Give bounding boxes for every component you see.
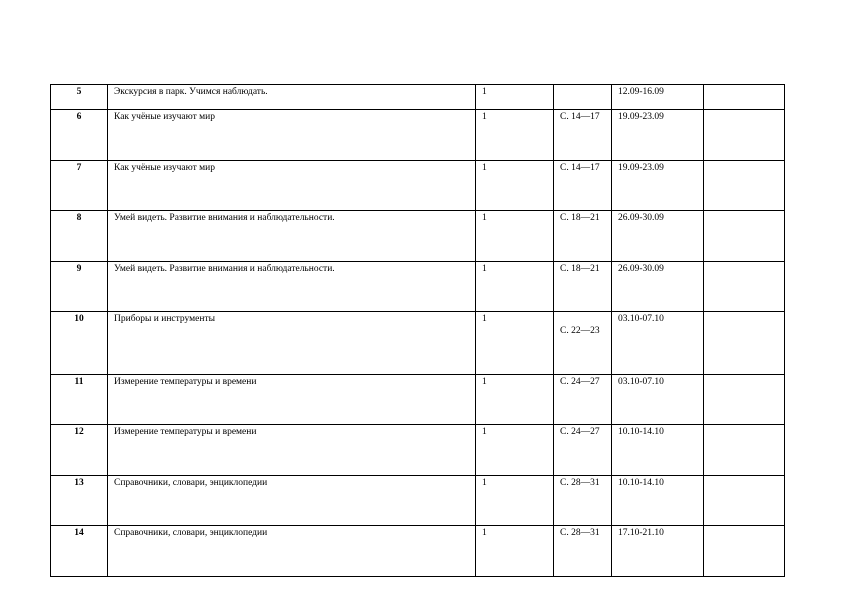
table-row — [51, 312, 785, 375]
lesson-note — [704, 85, 785, 110]
lesson-note — [704, 425, 785, 476]
lesson-topic: Как учёные изучают мир — [108, 110, 476, 161]
lesson-number: 10 — [51, 312, 108, 375]
lesson-plan-sheet — [50, 84, 784, 550]
lesson-hours: 1 — [476, 475, 554, 526]
table-row — [51, 526, 785, 577]
lesson-number: 11 — [51, 374, 108, 425]
lesson-note — [704, 312, 785, 375]
table-row — [51, 110, 785, 161]
lesson-hours: 1 — [476, 312, 554, 375]
lesson-topic: Умей видеть. Развитие внимания и наблюдательности. — [108, 261, 476, 312]
lesson-number: 9 — [51, 261, 108, 312]
lesson-hours: 1 — [476, 160, 554, 211]
lesson-topic: Приборы и инструменты — [108, 312, 476, 375]
table-row — [51, 211, 785, 262]
textbook-pages — [554, 85, 612, 110]
lesson-topic: Как учёные изучают мир — [108, 160, 476, 211]
table-row — [51, 425, 785, 476]
lesson-topic: Экскурсия в парк. Учимся наблюдать. — [108, 85, 476, 110]
table-row — [51, 374, 785, 425]
lesson-dates: 26.09-30.09 — [612, 211, 704, 262]
lesson-topic: Справочники, словари, энциклопедии — [108, 526, 476, 577]
lesson-number: 14 — [51, 526, 108, 577]
lesson-number: 12 — [51, 425, 108, 476]
lesson-dates: 10.10-14.10 — [612, 425, 704, 476]
lesson-dates: 17.10-21.10 — [612, 526, 704, 577]
textbook-pages: С. 28—31 — [554, 526, 612, 577]
lesson-hours: 1 — [476, 261, 554, 312]
lesson-number: 8 — [51, 211, 108, 262]
lesson-note — [704, 211, 785, 262]
lesson-dates: 19.09-23.09 — [612, 110, 704, 161]
lesson-note — [704, 526, 785, 577]
table-row — [51, 85, 785, 110]
lesson-hours: 1 — [476, 110, 554, 161]
lesson-note — [704, 475, 785, 526]
lesson-hours: 1 — [476, 526, 554, 577]
lesson-number: 13 — [51, 475, 108, 526]
lesson-dates: 03.10-07.10 — [612, 312, 704, 375]
textbook-pages: С. 14—17 — [554, 160, 612, 211]
lesson-plan-table — [50, 84, 785, 577]
lesson-hours: 1 — [476, 425, 554, 476]
table-row — [51, 475, 785, 526]
lesson-dates: 12.09-16.09 — [612, 85, 704, 110]
lesson-number: 6 — [51, 110, 108, 161]
lesson-topic: Измерение температуры и времени — [108, 374, 476, 425]
lesson-dates: 03.10-07.10 — [612, 374, 704, 425]
textbook-pages: С. 18—21 — [554, 211, 612, 262]
textbook-pages: С. 18—21 — [554, 261, 612, 312]
textbook-pages: С. 24—27 — [554, 374, 612, 425]
table-row — [51, 160, 785, 211]
lesson-note — [704, 261, 785, 312]
lesson-topic: Справочники, словари, энциклопедии — [108, 475, 476, 526]
lesson-hours: 1 — [476, 85, 554, 110]
textbook-pages: С. 24—27 — [554, 425, 612, 476]
lesson-hours: 1 — [476, 211, 554, 262]
textbook-pages: С. 28—31 — [554, 475, 612, 526]
lesson-number: 5 — [51, 85, 108, 110]
table-row — [51, 261, 785, 312]
lesson-note — [704, 110, 785, 161]
lesson-hours: 1 — [476, 374, 554, 425]
lesson-note — [704, 374, 785, 425]
lesson-dates: 19.09-23.09 — [612, 160, 704, 211]
textbook-pages: С. 22—23 — [554, 312, 612, 375]
lesson-dates: 26.09-30.09 — [612, 261, 704, 312]
lesson-note — [704, 160, 785, 211]
lesson-topic: Умей видеть. Развитие внимания и наблюдательности. — [108, 211, 476, 262]
lesson-number: 7 — [51, 160, 108, 211]
lesson-dates: 10.10-14.10 — [612, 475, 704, 526]
lesson-topic: Измерение температуры и времени — [108, 425, 476, 476]
textbook-pages: С. 14—17 — [554, 110, 612, 161]
